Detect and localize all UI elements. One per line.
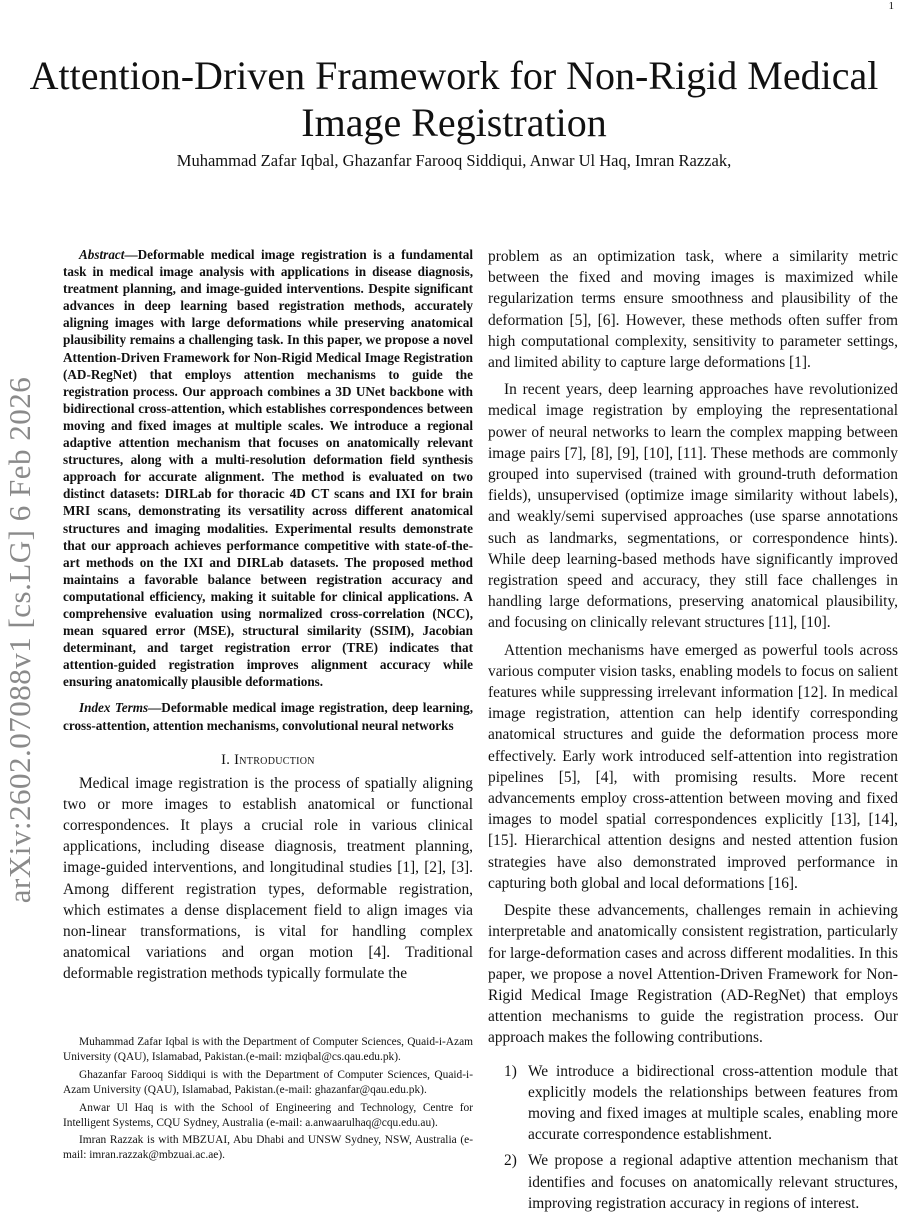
footnote: Ghazanfar Farooq Siddiqui is with the Department of Computer Sciences, Quaid-i-Azam University (QAU), Islamabad, Pakistan.(e-mail: ghazanfar@qau.edu.pk). <box>63 1068 473 1096</box>
contribution-number: 2) <box>504 1152 517 1170</box>
section-numeral: I. <box>221 751 235 768</box>
section-title: Introduction <box>234 751 315 768</box>
index-terms <box>63 699 473 733</box>
right-column <box>488 246 898 1219</box>
author-footnotes <box>63 1035 473 1166</box>
index-terms-label: Index Terms <box>79 700 149 716</box>
intro-paragraph: problem as an optimization task, where a similarity metric between the fixed and moving images is maximized while regularization terms ensure smoothness and plausibility of the deformation [5], [6]. However, these methods often suffer from high computational complexity, sensitivity to parameter settings, and limited ability to capture large deformations [1]. <box>488 248 898 372</box>
paper-title: Attention-Driven Framework for Non-Rigid Medical Image Registration <box>29 53 879 145</box>
contribution-item <box>488 1150 898 1214</box>
arxiv-identifier-watermark: arXiv:2602.07088v1 [cs.LG] 6 Feb 2026 <box>2 376 37 904</box>
contribution-text: We propose a regional adaptive attention mechanism that identifies and focuses on anatomically relevant structures, improving registration accuracy in regions of interest. <box>528 1152 898 1212</box>
intro-paragraph: In recent years, deep learning approaches have revolutionized medical image registration by employing the representational power of neural networks to learn the complex mapping between image pairs [7], [8], [9], [10], [11]. These methods are commonly grouped into supervised (trained with ground-truth deformation fields), unsupervised (optimize image similarity without labels), and weakly/semi supervised approaches (use sparse annotations such as landmarks, segmentations, or correspondence hints). While deep learning-based methods have significantly improved registration speed and accuracy, they still face challenges in handling large deformations, preserving anatomical plausibility, and focusing on clinically relevant structures [11], [10]. <box>488 381 898 632</box>
contribution-item <box>488 1061 898 1146</box>
index-terms-text: —Deformable medical image registration, deep learning, cross-attention, attention mechanisms, convolutional neural networks <box>63 700 473 733</box>
footnote: Anwar Ul Haq is with the School of Engineering and Technology, Centre for Intelligent Systems, CQU Sydney, Australia (e-mail: a.anwaarulhaq@cqu.edu.au). <box>63 1101 473 1129</box>
footnote: Imran Razzak is with MBZUAI, Abu Dhabi and UNSW Sydney, NSW, Australia (e-mail: imran.razzak@mbzuai.ac.ae). <box>63 1134 473 1162</box>
contribution-list <box>488 1061 898 1214</box>
left-column <box>63 246 473 985</box>
contribution-text: We introduce a bidirectional cross-attention module that explicitly models the relationships between features from moving and fixed images at multiple scales, enabling more accurate correspondence establishment. <box>528 1062 898 1144</box>
abstract <box>63 246 473 690</box>
intro-paragraph: Medical image registration is the process of spatially aligning two or more images to establish anatomical or functional correspondences. It plays a crucial role in various clinical applications, including disease diagnosis, treatment planning, image-guided interventions, and longitudinal studies [1], [2], [3]. Among different registration types, deformable registration, which estimates a dense displacement field to align images via non-linear transformations, is vital for handling complex anatomical variations and organ motion [4]. Traditional deformable registration methods typically formulate the <box>63 774 473 983</box>
abstract-label: Abstract <box>79 247 125 262</box>
footnote: Muhammad Zafar Iqbal is with the Department of Computer Sciences, Quaid-i-Azam University (QAU), Islamabad, Pakistan.(e-mail: mziqbal@cs.qau.edu.pk). <box>63 1036 473 1063</box>
section-heading-introduction <box>63 752 473 769</box>
intro-paragraph: Despite these advancements, challenges remain in achieving interpretable and anatomically consistent registration, particularly for large-deformation cases and across different modalities. In this paper, we propose a novel Attention-Driven Framework for Non-Rigid Medical Image Registration (AD-RegNet) that employs attention mechanisms to guide the registration process. Our approach makes the following contributions. <box>488 902 898 1047</box>
contribution-number: 1) <box>504 1062 517 1080</box>
intro-paragraph: Attention mechanisms have emerged as powerful tools across various computer vision tasks, enabling models to focus on salient features while suppressing irrelevant information [12]. In medical image registration, attention can help identify corresponding anatomical structures and guide the deformation process more effectively. Early work introduced self-attention into registration pipelines [5], [4], with promising results. More recent advancements employ cross-attention between moving and fixed images to model spatial correspondences explicitly [13], [14], [15]. Hierarchical attention designs and nested attention fusion strategies have also demonstrated improved performance in capturing both global and local deformations [16]. <box>488 641 898 892</box>
page-number: 1 <box>888 0 894 12</box>
author-list: Muhammad Zafar Iqbal, Ghazanfar Farooq Siddiqui, Anwar Ul Haq, Imran Razzak, <box>176 151 732 170</box>
abstract-text: —Deformable medical image registration is a fundamental task in medical image analysis with applications in disease diagnosis, treatment planning, and image-guided interventions. Despite significant advances in deep learning based registration methods, accurately aligning images with large deformations while preserving anatomical plausibility remains a challenging task. In this paper, we propose a novel Attention-Driven Framework for Non-Rigid Medical Image Registration (AD-RegNet) that employs attention mechanisms to guide the registration process. Our approach combines a 3D UNet backbone with bidirectional cross-attention, which establishes correspondences between moving and fixed images at multiple scales. We introduce a regional adaptive attention mechanism that focuses on anatomically relevant structures, along with a multi-resolution deformation field synthesis approach for accurate alignment. The method is evaluated on two distinct datasets: DIRLab for thoracic 4D CT scans and IXI for brain MRI scans, demonstrating its versatility across different anatomical structures and imaging modalities. Experimental results demonstrate that our approach achieves performance competitive with state-of-the-art methods on the IXI and DIRLab datasets. The proposed method maintains a favorable balance between registration accuracy and computational efficiency, making it suitable for clinical applications. A comprehensive evaluation using normalized cross-correlation (NCC), mean squared error (MSE), structural similarity (SSIM), Jacobian determinant, and target registration error (TRE) indicates that attention-guided registration improves alignment accuracy while ensuring anatomically plausible deformations. <box>63 247 473 690</box>
